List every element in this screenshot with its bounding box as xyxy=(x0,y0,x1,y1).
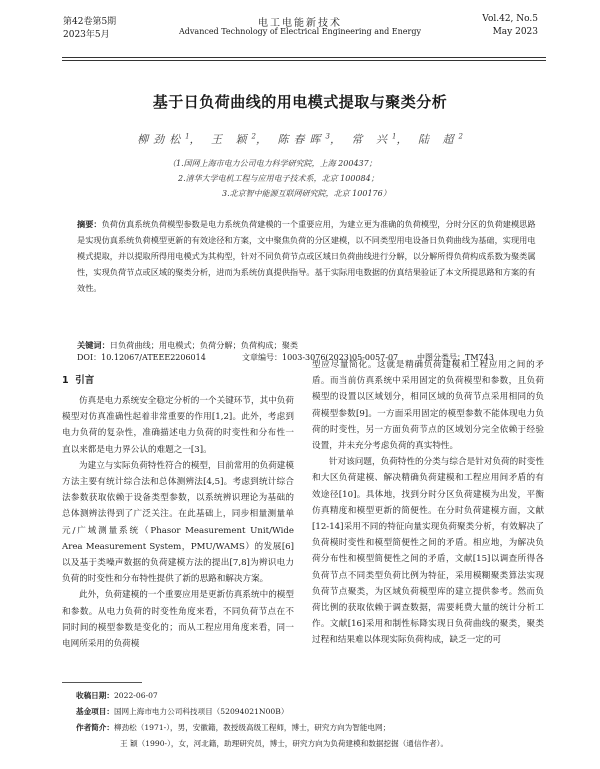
header-rule-bottom xyxy=(62,60,546,61)
affiliation: 2.清华大学电机工程与应用电子技术系，北京 100084； xyxy=(178,174,379,183)
paragraph: 仿真是电力系统安全稳定分析的一个关键环节，其中负荷模型对仿真准确性起着非常重要的作用[1,2]。此外，考虑到电力负荷的复杂性，准确描述电力负荷的时变性和分布性一直以来都是电力界公认的难题之一[3]。 xyxy=(62,396,294,455)
author: 柳劲松 xyxy=(137,133,186,146)
header-rule-top xyxy=(62,57,546,58)
journal-title-en: Advanced Technology of Electrical Engineering and Energy xyxy=(179,27,421,36)
journal-title-cn: 电工电能新技术 xyxy=(258,18,342,29)
body-column-right xyxy=(312,357,544,649)
paragraph: 为建立与实际负荷特性符合的模型，目前常用的负荷建模方法主要有统计综合法和总体测辨法[4,5]。考虑到统计综合法参数获取依赖于设备类型参数，以系统辨识理论为基础的总体测辨法得到了广泛关注。在此基础上，同步相量测量单元/广域测量系统（Phasor Measurement Unit/Wide Area Measurement System，PMU/WAMS）的发展[6]以及基于类噪声数据的负荷建模方法的提出[7,8]为辨识电力负荷的时变性和分布特性提供了新的思路和解决方案。 xyxy=(62,460,294,585)
abstract-label: 摘要： xyxy=(77,219,102,229)
keywords-label: 关键词： xyxy=(77,340,110,350)
author: 王 颖 xyxy=(211,133,252,146)
clc-number: 中图分类号：TM743 xyxy=(417,353,494,362)
section-heading xyxy=(62,372,94,386)
abstract xyxy=(77,216,539,296)
footnote-author-1: 作者简介：柳劲松（1971-），男，安徽籍，教授级高级工程师，博士，研究方向为智能电网； xyxy=(76,723,391,732)
date-cn: 2023年5月 xyxy=(63,30,110,40)
author: 常 兴 xyxy=(351,133,392,146)
body-column-left xyxy=(62,393,294,652)
paper-title: 基于日负荷曲线的用电模式提取与聚类分析 xyxy=(152,93,448,111)
keywords-text: 日负荷曲线；用电模式；负荷分解；负荷构成；聚类 xyxy=(109,340,299,350)
footnote-funding: 基金项目：国网上海市电力公司科技项目（52094021N00B） xyxy=(76,707,289,716)
affiliation: 3.北京智中能源互联网研究院，北京 100176） xyxy=(222,189,391,198)
volume-cn: 第42卷第5期 xyxy=(63,17,117,27)
paragraph: 型应尽量简化。这就是精确负荷建模和工程应用之间的矛盾。而当前仿真系统中采用固定的负荷模型和参数，且负荷模型的设置以区域划分，相同区域的负荷节点采用相同的负荷模型参数[9]。一方面采用固定的模型参数不能体现电力负荷的时变性，另一方面负荷节点的区域划分完全依赖于经验设置，并未充分考虑负荷的真实特性。 xyxy=(312,360,544,452)
article-number: 文章编号：1003-3076(2023)05-0057-07 xyxy=(242,353,399,362)
keywords xyxy=(77,337,539,353)
section-title: 引言 xyxy=(75,375,95,386)
footnote-author-2: 王 颖（1990-），女，河北籍，助理研究员，博士，研究方向为负荷建模和数据挖掘（通信作者）。 xyxy=(120,739,449,748)
author-list: 柳劲松$^1$， 王 颖$^2$， 陈春晖$^3$， 常 兴$^1$， 陆 超$^2$ xyxy=(137,132,463,146)
doi: DOI：10.12067/ATEEE2206014 xyxy=(77,353,206,362)
volume-en: Vol.42, No.5 xyxy=(482,14,538,24)
paragraph: 此外，负荷建模的一个重要应用是更新仿真系统中的模型和参数。从电力负荷的时变性角度来看，不同负荷节点在不同时间的模型参数是变化的；而从工程应用角度来看，同一电网所采用的负荷模 xyxy=(62,590,294,650)
paragraph: 针对该问题，负荷特性的分类与综合是针对负荷的时变性和大区负荷建模、解决精确负荷建模和工程应用间矛盾的有效途径[10]。具体地，找到分时分区负荷建模为出发，平衡仿真精度和模型更新的简便性。在分时负荷建模方面，文献[12-14]采用不同的特征向量实现负荷聚类分析，有效解决了负荷模时变性和模型简便性之间的矛盾。相应地，为解决负荷分布性和模型简便性之间的矛盾，文献[15]以调查所得各负荷节点不同类型负荷比例为特征，采用模糊聚类算法实现负荷节点聚类，为区域负荷模型库的建立提供参考。然而负荷比例的获取依赖于调查数据，需要耗费大量的统计分析工作。文献[16]采用和制性标降实现日负荷曲线的聚类，聚类过程和结果难以体现实际负荷构成，缺乏一定的可 xyxy=(312,457,544,646)
affiliation: （1.国网上海市电力公司电力科学研究院，上海 200437； xyxy=(168,159,377,168)
author: 陈春晖 xyxy=(277,133,326,146)
abstract-text: 负荷仿真系统负荷模型参数是电力系统负荷建模的一个重要应用，为建立更为准确的负荷模型，分时分区的负荷建模思路是实现仿真系统负荷模型更新的有效途径和方案，文中聚焦负荷的分区建模，以不同类型用电设备日负荷曲线为基础，实现用电模式提取，并以提取所得用电模式为其构型，针对不同负荷节点或区域日负荷曲线进行分解，以分解所得负荷构成系数为聚类属性，实现负荷节点或区域的聚类分析，进而为系统仿真提供指导。基于实际用电数据的仿真结果验证了本文所提思路和方案的有效性。 xyxy=(77,219,536,293)
footnote-rule xyxy=(62,682,142,683)
running-header xyxy=(0,14,600,54)
footnote-received: 收稿日期：2022-06-07 xyxy=(76,691,158,700)
author: 陆 超 xyxy=(417,133,459,146)
section-number: 1 xyxy=(62,375,69,386)
date-en: May 2023 xyxy=(492,27,538,37)
